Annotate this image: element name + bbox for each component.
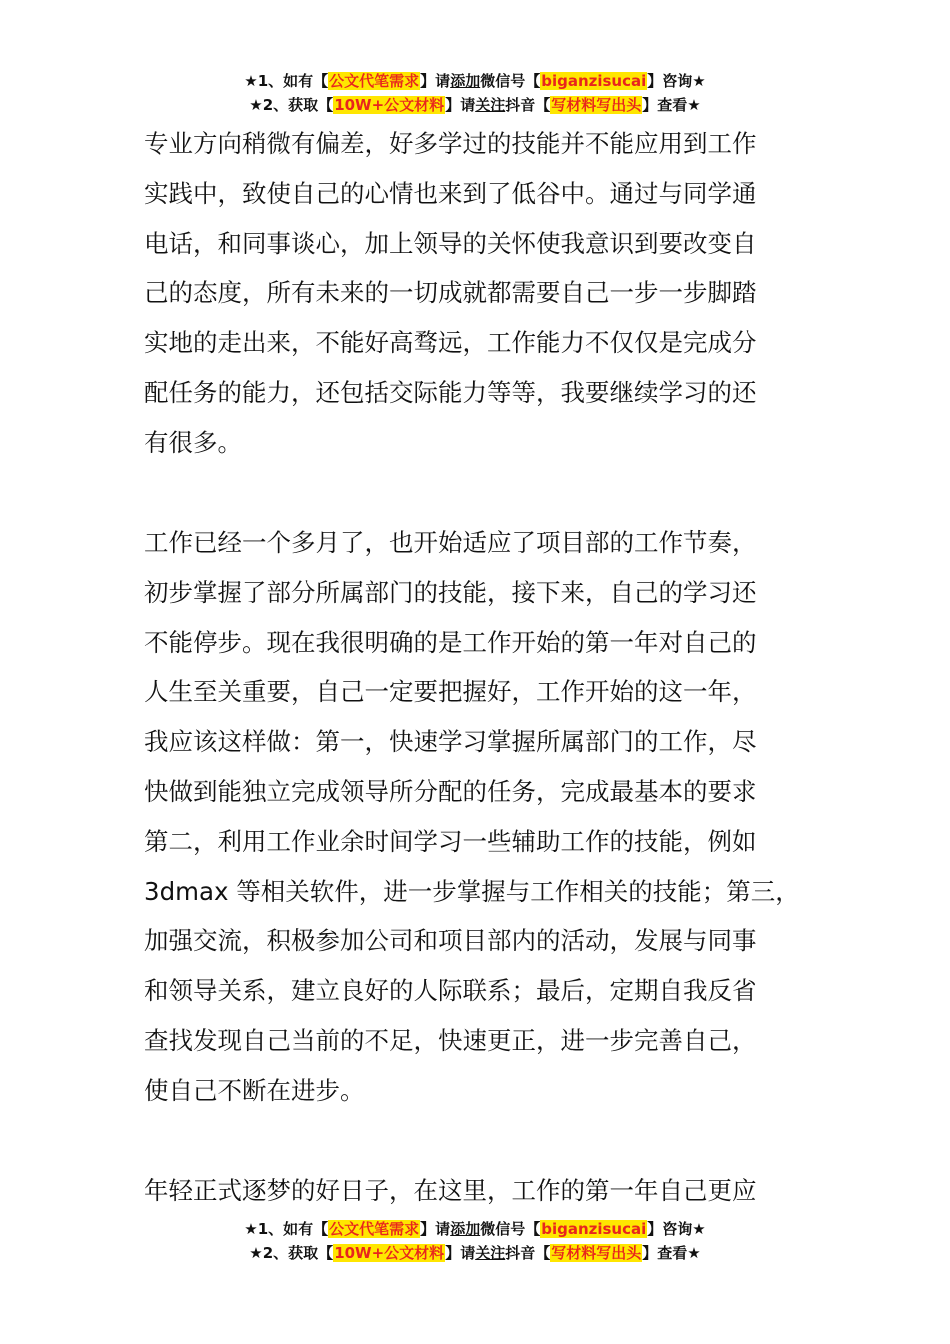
promo-header [0, 69, 950, 117]
promo-text: ★2、获取【 [249, 1244, 334, 1262]
promo-wechat-id: biganzisucai [541, 72, 647, 90]
promo-wechat-id: biganzisucai [541, 1220, 647, 1238]
promo-highlight: 公文代笔需求 [329, 1220, 420, 1238]
promo-text: 】咨询★ [647, 1220, 706, 1238]
text-line: 3dmax 等相关软件，进一步掌握与工作相关的技能；第三， [144, 876, 800, 906]
text-line: 有很多。 [144, 427, 242, 457]
text-line: 电话，和同事谈心，加上领导的关怀使我意识到要改变自 [144, 228, 757, 258]
promo-text: 】查看★ [642, 96, 701, 114]
text-line: 快做到能独立完成领导所分配的任务，完成最基本的要求 [144, 776, 757, 806]
promo-text: 抖音【 [505, 96, 551, 114]
text-line: 年轻正式逐梦的好日子，在这里，工作的第一年自己更应 [144, 1176, 757, 1205]
text-line: 实地的走出来，不能好高骛远，工作能力不仅仅是完成分 [144, 328, 757, 358]
promo-text: ★1、如有【 [244, 1220, 329, 1238]
text-line: 查找发现自己当前的不足，快速更正，进一步完善自己， [144, 1025, 757, 1055]
promo-line-1 [0, 1217, 950, 1241]
promo-text: 抖音【 [505, 1244, 551, 1262]
text-line: 专业方向稍微有偏差，好多学过的技能并不能应用到工作 [144, 129, 757, 158]
promo-text: 】请 [445, 1244, 476, 1262]
text-line: 第二，利用工作业余时间学习一些辅助工作的技能，例如 [144, 826, 757, 856]
paragraph-2 [144, 518, 814, 1116]
promo-text: 微信号【 [480, 1220, 541, 1238]
promo-line-2 [0, 93, 950, 117]
promo-line-1 [0, 69, 950, 93]
promo-text: 】请 [420, 72, 451, 90]
promo-text: ★2、获取【 [249, 96, 334, 114]
promo-highlight: 公文代笔需求 [329, 72, 420, 90]
promo-douyin-name: 写材料写出头 [551, 1244, 642, 1262]
paragraph-3 [144, 1166, 814, 1216]
promo-footer [0, 1217, 950, 1265]
text-line: 我应该这样做：第一，快速学习掌握所属部门的工作，尽 [144, 727, 757, 757]
promo-text: 】请 [445, 96, 476, 114]
text-line: 配任务的能力，还包括交际能力等等，我要继续学习的还 [144, 377, 757, 407]
promo-highlight: 10W+公文材料 [334, 1244, 445, 1262]
promo-highlight: 10W+公文材料 [334, 96, 445, 114]
text-line: 工作已经一个多月了，也开始适应了项目部的工作节奏， [144, 528, 757, 557]
promo-underlined: 关注 [475, 96, 506, 114]
promo-text: 】咨询★ [647, 72, 706, 90]
text-line: 初步掌握了部分所属部门的技能，接下来，自己的学习还 [144, 577, 757, 607]
promo-underlined: 关注 [475, 1244, 506, 1262]
promo-line-2 [0, 1241, 950, 1265]
text-line: 和领导关系，建立良好的人际联系；最后，定期自我反省 [144, 976, 757, 1006]
text-line: 使自己不断在进步。 [144, 1075, 365, 1105]
promo-underlined: 添加 [450, 1220, 481, 1238]
promo-text: 】查看★ [642, 1244, 701, 1262]
promo-text: ★1、如有【 [244, 72, 329, 90]
text-line: 不能停步。现在我很明确的是工作开始的第一年对自己的 [144, 627, 757, 657]
promo-text: 】请 [420, 1220, 451, 1238]
promo-douyin-name: 写材料写出头 [551, 96, 642, 114]
promo-text: 微信号【 [480, 72, 541, 90]
text-line: 人生至关重要，自己一定要把握好，工作开始的这一年， [144, 677, 757, 707]
promo-underlined: 添加 [450, 72, 481, 90]
text-line: 实践中，致使自己的心情也来到了低谷中。通过与同学通 [144, 178, 757, 208]
text-line: 己的态度，所有未来的一切成就都需要自己一步一步脚踏 [144, 278, 757, 308]
paragraph-1 [144, 119, 814, 468]
text-line: 加强交流，积极参加公司和项目部内的活动，发展与同事 [144, 926, 757, 956]
